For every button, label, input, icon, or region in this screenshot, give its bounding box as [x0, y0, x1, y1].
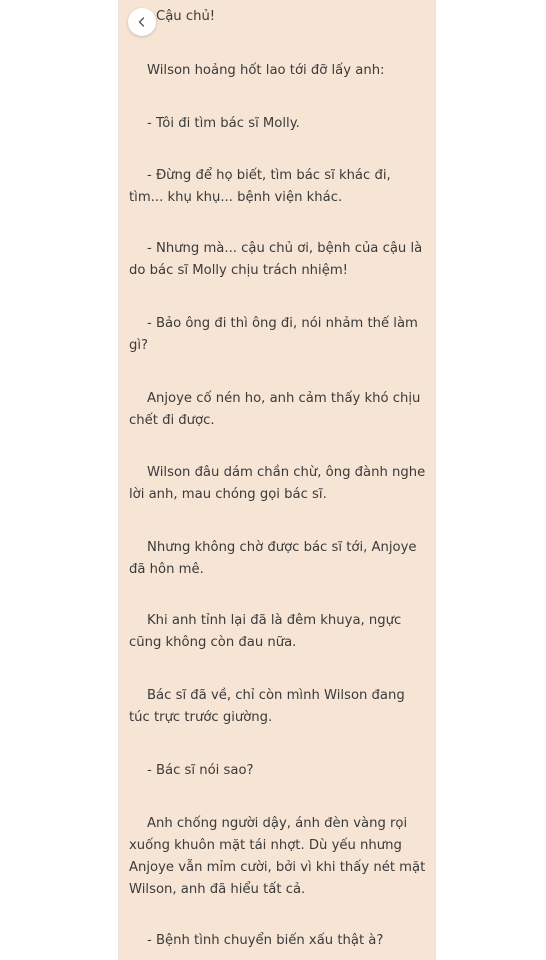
paragraph: - Bảo ông đi thì ông đi, nói nhảm thế làm gì? — [129, 316, 418, 353]
reader-panel[interactable] — [118, 0, 436, 960]
paragraph: Wilson hoảng hốt lao tới đỡ lấy anh: — [147, 63, 385, 78]
chevron-left-icon — [136, 16, 148, 28]
paragraph: Cậu chủ! — [156, 9, 216, 24]
paragraph: Bác sĩ đã về, chỉ còn mình Wilson đang túc trực trước giường. — [129, 688, 405, 725]
paragraph: Anh chống người dậy, ánh đèn vàng rọi xuống khuôn mặt tái nhợt. Dù yếu nhưng Anjoye vẫn mỉm cười, bởi vì khi thấy nét mặt Wilson, anh đã hiểu tất cả. — [129, 816, 426, 897]
paragraph: Wilson đâu dám chần chừ, ông đành nghe lời anh, mau chóng gọi bác sĩ. — [129, 465, 426, 502]
paragraph: - Tôi đi tìm bác sĩ Molly. — [147, 116, 300, 131]
paragraph: - Đừng để họ biết, tìm bác sĩ khác đi, tìm... khụ khụ... bệnh viện khác. — [129, 168, 391, 205]
paragraph: - Bệnh tình chuyển biến xấu thật à? — [147, 933, 384, 948]
paragraph: - Bác sĩ nói sao? — [147, 763, 254, 778]
paragraph: Nhưng không chờ được bác sĩ tới, Anjoye đã hôn mê. — [129, 540, 417, 577]
paragraph: Khi anh tỉnh lại đã là đêm khuya, ngực cũng không còn đau nữa. — [129, 613, 402, 650]
paragraph: - Nhưng mà... cậu chủ ơi, bệnh của cậu là do bác sĩ Molly chịu trách nhiệm! — [129, 241, 423, 278]
paragraph: Anjoye cố nén ho, anh cảm thấy khó chịu chết đi được. — [129, 391, 421, 428]
back-button[interactable] — [128, 8, 156, 36]
